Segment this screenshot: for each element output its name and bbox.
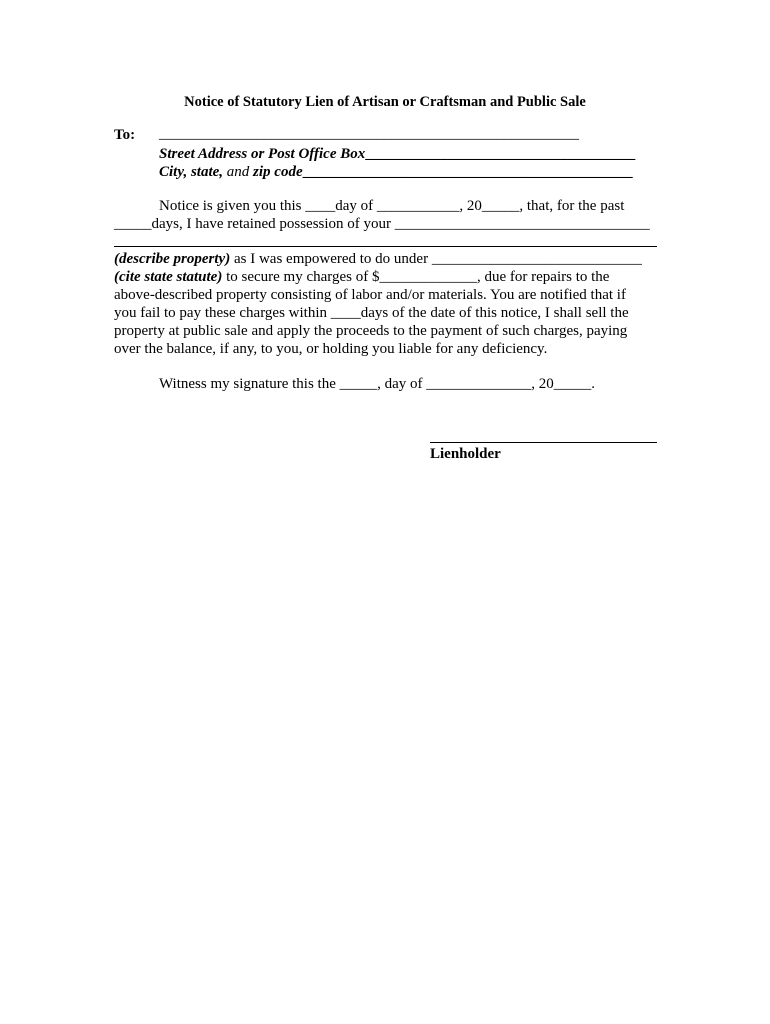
notice-line-1: Notice is given you this ____day of ___________, 20_____, that, for the past bbox=[159, 198, 625, 214]
notice-line-2: _____days, I have retained possession of your __________________________________ bbox=[114, 216, 650, 232]
document-title: Notice of Statutory Lien of Artisan or Craftsman and Public Sale bbox=[184, 94, 586, 110]
street-label: Street Address or Post Office Box bbox=[159, 146, 366, 162]
signature-line bbox=[430, 442, 657, 443]
lienholder-label: Lienholder bbox=[430, 446, 501, 462]
city-blank: ____________________________________________ bbox=[302, 164, 633, 180]
notice-line-5 bbox=[114, 268, 609, 286]
charges-text: to secure my charges of $_____________, due for repairs to the bbox=[222, 269, 610, 285]
street-blank: ____________________________________ bbox=[365, 146, 636, 162]
street-address-line bbox=[159, 145, 635, 163]
cite-statute-label: (cite state statute) bbox=[114, 269, 223, 285]
to-label: To: bbox=[114, 127, 136, 143]
empowered-text: as I was empowered to do under ____________________________ bbox=[230, 251, 642, 267]
property-rule bbox=[114, 246, 657, 247]
zip-label: zip code bbox=[253, 164, 303, 180]
notice-line-8: property at public sale and apply the proceeds to the payment of such charges, paying bbox=[114, 323, 628, 339]
describe-property-label: (describe property) bbox=[114, 251, 231, 267]
witness-line: Witness my signature this the _____, day of ______________, 20_____. bbox=[159, 376, 596, 392]
notice-line-9: over the balance, if any, to you, or holding you liable for any deficiency. bbox=[114, 341, 548, 357]
to-blank: ________________________________________________________ bbox=[159, 126, 579, 142]
city-label: City, state, bbox=[159, 164, 224, 180]
city-line bbox=[159, 163, 633, 181]
notice-line-7: you fail to pay these charges within ____days of the date of this notice, I shall sell the bbox=[114, 305, 629, 321]
notice-line-6: above-described property consisting of labor and/or materials. You are notified that if bbox=[114, 287, 626, 303]
city-and: and bbox=[223, 164, 254, 180]
notice-line-4 bbox=[114, 250, 642, 268]
